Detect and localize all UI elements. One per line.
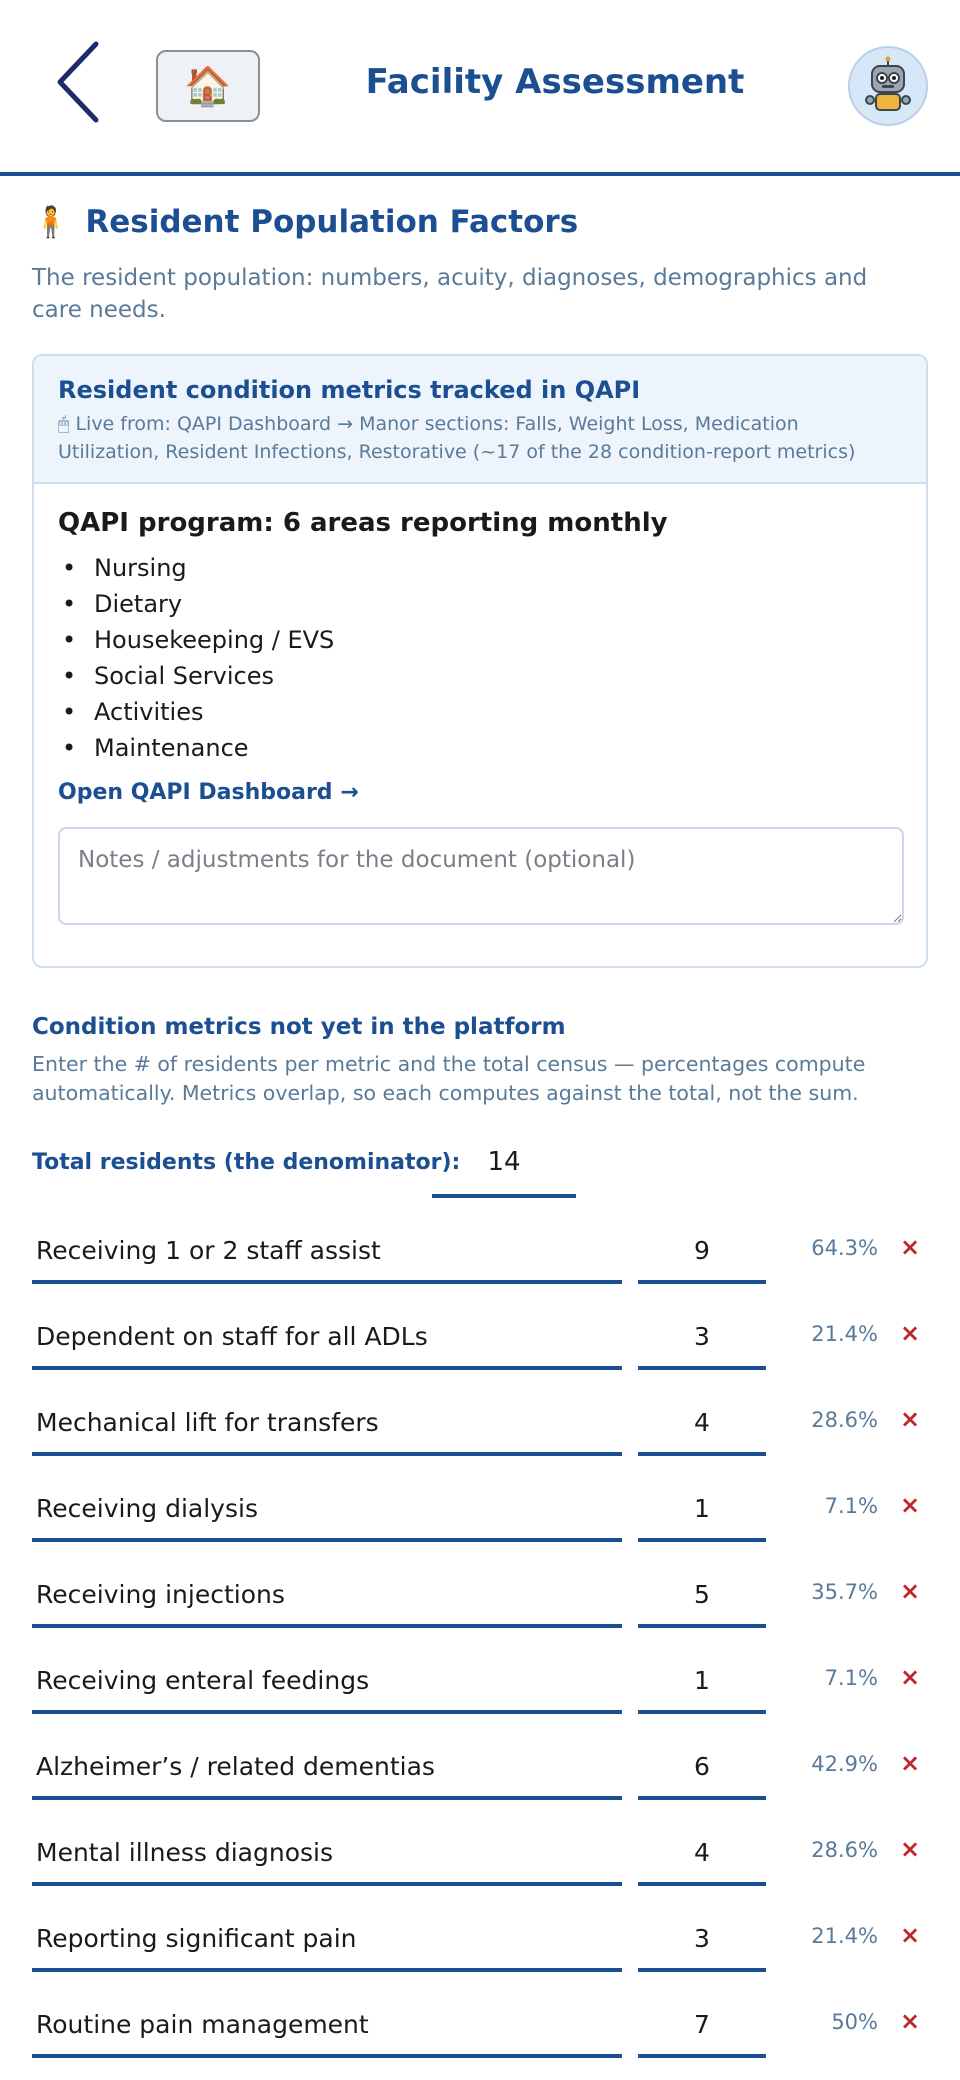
- metric-percentage: 7.1%: [824, 1666, 878, 1690]
- metric-percentage: 21.4%: [811, 1322, 878, 1346]
- metric-count-input[interactable]: [638, 1564, 766, 1628]
- open-qapi-dashboard-link[interactable]: Open QAPI Dashboard →: [58, 780, 359, 805]
- page-title: Facility Assessment: [365, 62, 745, 102]
- remove-metric-button[interactable]: ×: [896, 1746, 924, 1780]
- list-item: • Dietary: [58, 586, 902, 622]
- qapi-metrics-card: [32, 354, 928, 968]
- metric-percentage: 35.7%: [811, 1580, 878, 1604]
- metric-name-input[interactable]: [32, 1220, 622, 1284]
- remove-metric-button[interactable]: ×: [896, 1660, 924, 1694]
- notes-textarea[interactable]: [58, 827, 904, 925]
- metric-name-input[interactable]: [32, 1908, 622, 1972]
- metric-name-input[interactable]: [32, 1392, 622, 1456]
- table-row: [32, 1716, 928, 1802]
- metric-count-input[interactable]: [638, 1306, 766, 1370]
- section-heading: [32, 204, 578, 240]
- house-icon: 🏠: [184, 63, 232, 108]
- metric-name-input[interactable]: [32, 1478, 622, 1542]
- remove-metric-button[interactable]: ×: [896, 1230, 924, 1264]
- manual-metrics-description: Enter the # of residents per metric and the total census — percentages compute automatically. Metrics overlap, so each computes against the total, not the sum.: [32, 1052, 866, 1105]
- total-residents-label: Total residents (the denominator):: [32, 1150, 461, 1175]
- metric-percentage: 64.3%: [811, 1236, 878, 1260]
- metric-percentage: 42.9%: [811, 1752, 878, 1776]
- live-source-note: [58, 410, 902, 466]
- table-row: [32, 1630, 928, 1716]
- card-body: [34, 484, 926, 925]
- manual-metrics-title: Condition metrics not yet in the platform: [32, 1014, 566, 1040]
- metric-count-input[interactable]: [638, 1736, 766, 1800]
- table-row: [32, 1974, 928, 2060]
- remove-metric-button[interactable]: ×: [896, 1316, 924, 1350]
- metric-percentage: 28.6%: [811, 1838, 878, 1862]
- remove-metric-button[interactable]: ×: [896, 1918, 924, 1952]
- table-row: [32, 1286, 928, 1372]
- table-row: [32, 1802, 928, 1888]
- table-row: [32, 1888, 928, 1974]
- metric-count-input[interactable]: [638, 1220, 766, 1284]
- table-row: [32, 1458, 928, 1544]
- card-title: Resident condition metrics tracked in QAPI: [58, 376, 641, 404]
- mouse-icon: 🖱: [58, 413, 70, 435]
- metric-percentage: 7.1%: [824, 1494, 878, 1518]
- metric-name-input[interactable]: [32, 1994, 622, 2058]
- list-item: • Social Services: [58, 658, 902, 694]
- remove-metric-button[interactable]: ×: [896, 1402, 924, 1436]
- qapi-area-list: [58, 550, 902, 766]
- card-header: [34, 356, 926, 484]
- metric-count-input[interactable]: [638, 1392, 766, 1456]
- metric-name-input[interactable]: [32, 1564, 622, 1628]
- live-source-text: Live from: QAPI Dashboard → Manor sections: Falls, Weight Loss, Medication Utilization, Resident Infections, Restorative (~17 of the 28 condition-report metrics): [58, 413, 856, 463]
- metric-count-input[interactable]: [638, 1822, 766, 1886]
- list-item: • Housekeeping / EVS: [58, 622, 902, 658]
- person-standing-icon: 🧍: [32, 204, 70, 240]
- metric-percentage: 50%: [831, 2010, 878, 2034]
- assistant-avatar[interactable]: [848, 46, 928, 126]
- robot-icon: [858, 56, 918, 116]
- table-row: [32, 1200, 928, 1286]
- list-item: • Activities: [58, 694, 902, 730]
- metric-name-input[interactable]: [32, 1822, 622, 1886]
- app-header: [0, 0, 960, 176]
- metric-name-input[interactable]: [32, 1736, 622, 1800]
- metric-count-input[interactable]: [638, 1478, 766, 1542]
- remove-metric-button[interactable]: ×: [896, 2004, 924, 2038]
- section-title: Resident Population Factors: [85, 204, 579, 240]
- section-description: The resident population: numbers, acuity, diagnoses, demographics and care needs.: [32, 265, 868, 323]
- table-row: [32, 1372, 928, 1458]
- metric-count-input[interactable]: [638, 1994, 766, 2058]
- remove-metric-button[interactable]: ×: [896, 1574, 924, 1608]
- metric-percentage: 21.4%: [811, 1924, 878, 1948]
- metric-name-input[interactable]: [32, 1650, 622, 1714]
- remove-metric-button[interactable]: ×: [896, 1488, 924, 1522]
- metric-count-input[interactable]: [638, 1650, 766, 1714]
- qapi-summary: QAPI program: 6 areas reporting monthly: [58, 508, 668, 538]
- metric-count-input[interactable]: [638, 1908, 766, 1972]
- total-residents-input[interactable]: [432, 1130, 576, 1198]
- list-item: • Nursing: [58, 550, 902, 586]
- table-row: [32, 1544, 928, 1630]
- metrics-list: [32, 1200, 928, 2060]
- metric-percentage: 28.6%: [811, 1408, 878, 1432]
- list-item: • Maintenance: [58, 730, 902, 766]
- remove-metric-button[interactable]: ×: [896, 1832, 924, 1866]
- metric-name-input[interactable]: [32, 1306, 622, 1370]
